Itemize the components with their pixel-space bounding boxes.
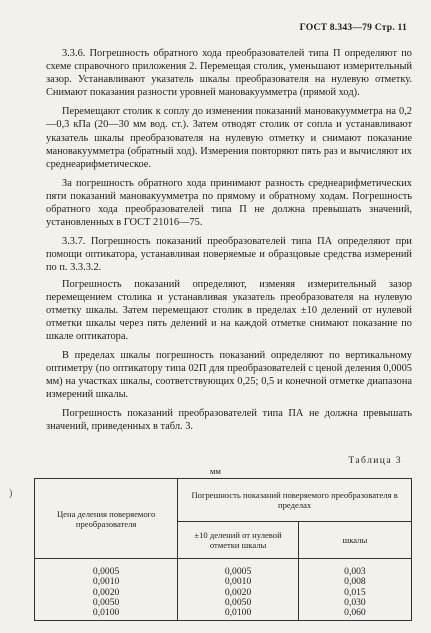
header-error-group: Погрешность показаний поверяемого преобразователя в пределах (178, 479, 412, 522)
paragraph: Перемещают столик к соплу до изменения показаний мановакуумметра на 0,2—0,3 кПа (20—30 мм вод. ст.). Затем отводят столик от сопла и устанавливают указатель шкалы преобразователя на нулевую отметку и снимают показание мановакуумметра (обратный ход). Измерения повторяют пять раз и вычисляют их среднеарифметическое. (46, 106, 412, 170)
margin-mark: ) (9, 488, 13, 499)
cell-division: 0,0050 (35, 598, 178, 608)
paragraph-3-3-7: 3.3.7. Погрешность показаний преобразователей типа ПА определяют при помощи оптикатора, устанавливая поверяемые и образцовые средства измерений по п. 3.3.3.2. (46, 236, 412, 274)
header-scale: шкалы (298, 522, 411, 559)
body-text (46, 47, 412, 440)
paragraph: В пределах шкалы погрешность показаний определяют по вертикальному оптиметру (по оптикатору типа 02П для преобразователей с ценой деления 0,0005 мм) на участках шкалы, соответствующих 0,25; 0,5 и конечной отметке диапазона измерений шкалы. (46, 349, 412, 401)
paragraph: Погрешность показаний определяют, изменяя измерительный зазор перемещением столика и устанавливая указатель преобразователя на нулевую отметку шкалы. Затем перемещают столик в пределах ±10 делений от нулевой отметки шкалы через пять делений и на каждой отметке снимают показание по шкале оптикатора. (46, 278, 412, 342)
paragraph: Погрешность показаний преобразователей типа ПА не должна превышать значений, приведенных в табл. 3. (46, 408, 412, 433)
cell-scale: 0,003 (298, 559, 411, 578)
page-header: ГОСТ 8.343—79 Стр. 11 (299, 22, 407, 33)
table-unit: мм (210, 466, 221, 476)
paragraph: За погрешность обратного хода принимают разность среднеарифметических пяти показаний мановакуумметра по прямому и обратному ходам. Погрешность обратного хода преобразователей типа П не должна превышать значений, установленных в ГОСТ 21016—75. (46, 177, 412, 229)
cell-scale: 0,030 (298, 598, 411, 608)
cell-scale: 0,008 (298, 577, 411, 587)
table-3 (34, 478, 412, 621)
header-scale-division: Цена деления поверяемого преобразователя (35, 479, 178, 559)
cell-ten-div: 0,0020 (178, 588, 299, 598)
cell-division: 0,0005 (35, 559, 178, 578)
cell-scale: 0,015 (298, 588, 411, 598)
cell-scale: 0,060 (298, 608, 411, 621)
cell-division: 0,0100 (35, 608, 178, 621)
table-row (35, 608, 412, 621)
cell-ten-div: 0,0100 (178, 608, 299, 621)
header-ten-divisions: ±10 делений от нулевой отметки шкалы (178, 522, 299, 559)
paragraph-3-3-6: 3.3.6. Погрешность обратного хода преобразователей типа П определяют по схеме справочного приложения 2. Перемещая столик, уменьшают измерительный зазор. Устанавливают указатель шкалы преобразователя на нулевую отметку. Снимают показания разности уровней мановакуумметра (прямой ход). (46, 48, 412, 99)
cell-ten-div: 0,0050 (178, 598, 299, 608)
table-row (35, 559, 412, 578)
table-label: Таблица 3 (348, 455, 402, 466)
cell-ten-div: 0,0010 (178, 577, 299, 587)
cell-ten-div: 0,0005 (178, 559, 299, 578)
cell-division: 0,0020 (35, 588, 178, 598)
cell-division: 0,0010 (35, 577, 178, 587)
